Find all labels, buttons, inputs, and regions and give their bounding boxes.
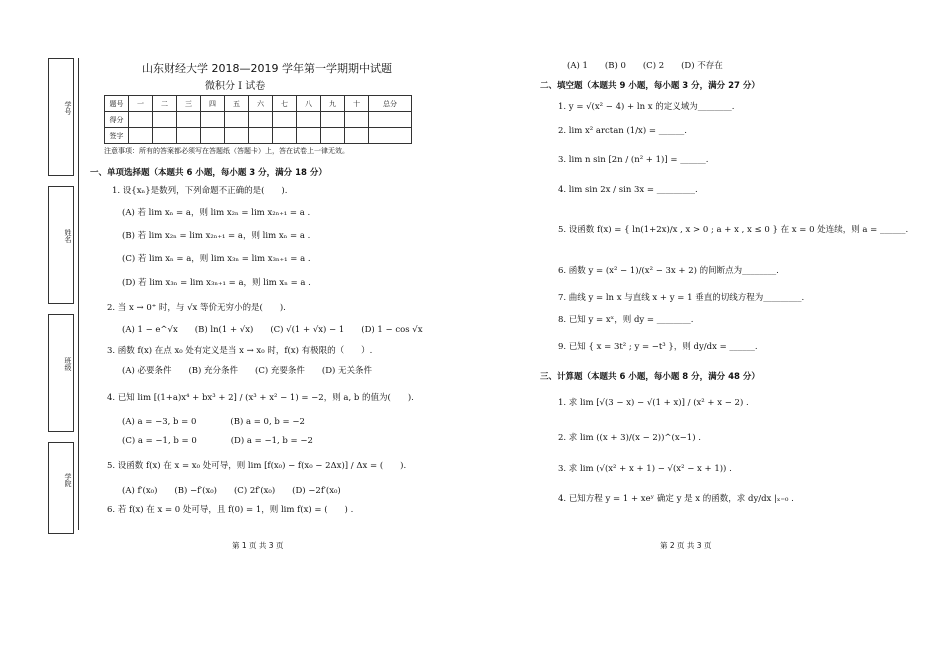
- name-box: [48, 186, 74, 304]
- s2-q2: 2. lim x² arctan (1/x) = ______.: [558, 126, 687, 136]
- s1-q4: 4. 已知 lim [(1+a)x⁴ + bx³ + 2] / (x³ + x² − 1) = −2，则 a, b 的值为( ).: [107, 393, 414, 403]
- page-footer-right: 第 2 页 共 3 页: [660, 541, 712, 550]
- s1-q1-option-a: (A) 若 lim xₙ = a，则 lim x₂ₙ = lim x₂ₙ₊₁ = a .: [122, 208, 311, 218]
- score-header-cell: 七: [273, 96, 297, 112]
- s3-q2: 2. 求 lim ((x + 3)/(x − 2))^(x−1) .: [558, 433, 701, 443]
- s2-q3: 3. lim n sin [2n / (n² + 1)] = ______.: [558, 155, 709, 165]
- score-header-cell: 四: [201, 96, 225, 112]
- score-header-cell: 一: [129, 96, 153, 112]
- student-id-label: 学号: [64, 101, 72, 115]
- s2-q7: 7. 曲线 y = ln x 与直线 x + y = 1 垂直的切线方程为_________.: [558, 293, 805, 303]
- s1-q5: 5. 设函数 f(x) 在 x = x₀ 处可导，则 lim [f(x₀) − f(x₀ − 2Δx)] / Δx = ( ).: [107, 461, 407, 471]
- s1-q1-option-b: (B) 若 lim x₂ₙ = lim x₂ₙ₊₁ = a，则 lim xₙ = a .: [122, 231, 311, 241]
- s1-q1-option-d: (D) 若 lim x₃ₙ = lim x₃ₙ₊₁ = a，则 lim xₙ = a .: [122, 278, 311, 288]
- name-label: 姓名: [64, 229, 72, 243]
- s1-q2: 2. 当 x → 0⁺ 时，与 √x 等价无穷小的是( ).: [107, 303, 286, 313]
- page-footer-left: 第 1 页 共 3 页: [232, 541, 284, 550]
- student-id-box: [48, 58, 74, 176]
- score-header-cell: 八: [297, 96, 321, 112]
- s2-q9: 9. 已知 { x = 3t² ; y = −t³ }，则 dy/dx = ______.: [558, 342, 758, 352]
- section1-title: 一、单项选择题（本题共 6 小题，每小题 3 分，满分 18 分）: [90, 168, 327, 178]
- s1-q5-options: (A) f′(x₀) (B) −f′(x₀) (C) 2f′(x₀) (D) −2f′(x₀): [122, 486, 341, 496]
- binding-line: [78, 58, 79, 530]
- s2-q5: 5. 设函数 f(x) = { ln(1+2x)/x , x > 0 ; a + x , x ≤ 0 } 在 x = 0 处连续，则 a = ______.: [558, 225, 909, 235]
- s3-q4: 4. 已知方程 y = 1 + xeʸ 确定 y 是 x 的函数，求 dy/dx |ₓ₌₀ .: [558, 494, 794, 504]
- score-header-cell: 五: [225, 96, 249, 112]
- score-header-cell: 三: [177, 96, 201, 112]
- s1-q2-options: (A) 1 − e^√x (B) ln(1 + √x) (C) √(1 + √x) − 1 (D) 1 − cos √x: [122, 325, 423, 335]
- exam-title: 山东财经大学 2018—2019 学年第一学期期中试题: [142, 62, 392, 75]
- s3-q1: 1. 求 lim [√(3 − x) − √(1 + x)] / (x² + x − 2) .: [558, 398, 749, 408]
- signature-row-label: 签字: [105, 128, 129, 144]
- class-box: [48, 314, 74, 432]
- s1-q6: 6. 若 f(x) 在 x = 0 处可导，且 f(0) = 1，则 lim f(x) = ( ) .: [107, 505, 354, 515]
- score-header-cell: 题号: [105, 96, 129, 112]
- score-header-cell: 十: [345, 96, 369, 112]
- s1-q4-options-ab: (A) a = −3, b = 0 (B) a = 0, b = −2: [122, 417, 305, 427]
- s3-q3: 3. 求 lim (√(x² + x + 1) − √(x² − x + 1)) .: [558, 464, 732, 474]
- signature-row: [105, 128, 412, 144]
- score-header-row: [105, 96, 412, 112]
- s2-q1: 1. y = √(x² − 4) + ln x 的定义域为________.: [558, 102, 735, 112]
- score-row-label: 得分: [105, 112, 129, 128]
- score-row: [105, 112, 412, 128]
- exam-subtitle: 微积分 I 试卷: [205, 81, 266, 92]
- s1-q6-options: (A) 1 (B) 0 (C) 2 (D) 不存在: [567, 61, 723, 71]
- s1-q1: 1. 设{xₙ}是数列，下列命题不正确的是( ).: [112, 186, 288, 196]
- s1-q4-options-cd: (C) a = −1, b = 0 (D) a = −1, b = −2: [122, 436, 313, 446]
- s1-q1-option-c: (C) 若 lim xₙ = a，则 lim x₃ₙ = lim x₃ₙ₊₁ = a .: [122, 254, 311, 264]
- s2-q8: 8. 已知 y = xˣ，则 dy = ________.: [558, 315, 694, 325]
- s1-q3-options: (A) 必要条件 (B) 充分条件 (C) 充要条件 (D) 无关条件: [122, 366, 373, 376]
- college-box: [48, 442, 74, 534]
- score-header-cell: 九: [321, 96, 345, 112]
- score-table: [104, 95, 412, 144]
- class-label: 班级: [64, 357, 72, 371]
- s1-q3: 3. 函数 f(x) 在点 x₀ 处有定义是当 x → x₀ 时，f(x) 有极限的（ ）.: [107, 346, 373, 356]
- score-header-cell: 六: [249, 96, 273, 112]
- s2-q4: 4. lim sin 2x / sin 3x = _________.: [558, 185, 698, 195]
- s2-q6: 6. 函数 y = (x² − 1)/(x² − 3x + 2) 的间断点为________.: [558, 266, 779, 276]
- section2-title: 二、填空题（本题共 9 小题，每小题 3 分，满分 27 分）: [540, 81, 760, 91]
- college-label: 学院: [64, 473, 72, 487]
- notice-text: 注意事项：所有的答案都必须写在答题纸（答题卡）上，答在试卷上一律无效。: [104, 147, 349, 155]
- score-header-cell: 二: [153, 96, 177, 112]
- section3-title: 三、计算题（本题共 6 小题，每小题 8 分，满分 48 分）: [540, 372, 760, 382]
- score-header-cell: 总分: [369, 96, 412, 112]
